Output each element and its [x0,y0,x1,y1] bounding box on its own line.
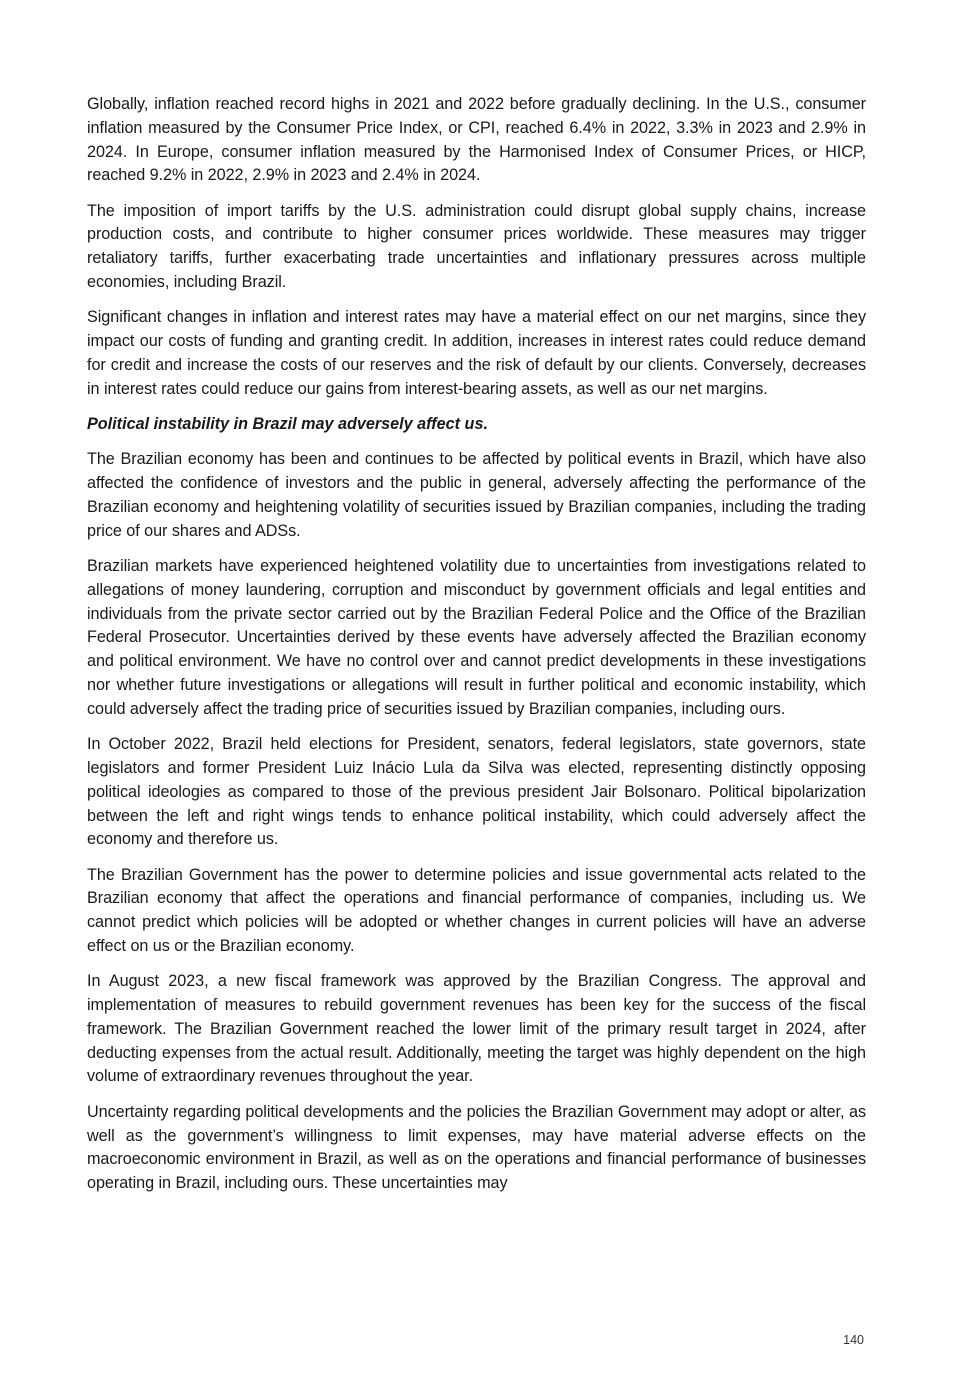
paragraph-inflation: Globally, inflation reached record highs in 2021 and 2022 before gradually declining. In the U.S., consumer inflation measured by the Consumer Price Index, or CPI, reached 6.4% in 2022, 3.3% in 2023 and 2.9% in 2024. In Europe, consumer inflation measured by the Harmonised Index of Consumer Prices, or HICP, reached 9.2% in 2022, 2.9% in 2023 and 2.4% in 2024. [87,95,866,185]
paragraph-government-power: The Brazilian Government has the power to determine policies and issue governmental acts related to the Brazilian economy that affect the operations and financial performance of companies, including us. We cannot predict which policies will be adopted or whether changes in current policies will have an adverse effect on us or the Brazilian economy. [87,865,866,955]
page-number: 140 [843,1333,864,1347]
section-heading: Political instability in Brazil may adversely affect us. [87,415,488,434]
document-body [87,93,866,1207]
paragraph-interest-rates: Significant changes in inflation and interest rates may have a material effect on our net margins, since they impact our costs of funding and granting credit. In addition, increases in interest rates could reduce demand for credit and increase the costs of our reserves and the risk of default by our clients. Conversely, decreases in interest rates could reduce our gains from interest-bearing assets, as well as our net margins. [87,308,866,398]
paragraph-fiscal-framework: In August 2023, a new fiscal framework was approved by the Brazilian Congress. The approval and implementation of measures to rebuild government revenues has been key for the success of the fiscal framework. The Brazilian Government reached the lower limit of the primary result target in 2024, after deducting expenses from the actual result. Additionally, meeting the target was highly dependent on the high volume of extraordinary revenues throughout the year. [87,972,866,1086]
paragraph-uncertainty: Uncertainty regarding political developments and the policies the Brazilian Government may adopt or alter, as well as the government’s willingness to limit expenses, may have material adverse effects on the macroeconomic environment in Brazil, as well as on the operations and financial performance of businesses operating in Brazil, including ours. These uncertainties may [87,1102,866,1193]
paragraph-tariffs: The imposition of import tariffs by the U.S. administration could disrupt global supply chains, increase production costs, and contribute to higher consumer prices worldwide. These measures may trigger retaliatory tariffs, further exacerbating trade uncertainties and inflationary pressures across multiple economies, including Brazil. [87,201,866,292]
paragraph-elections: In October 2022, Brazil held elections for President, senators, federal legislators, state governors, state legislators and former President Luiz Inácio Lula da Silva was elected, representing distinctly opposing political ideologies as compared to those of the previous president Jair Bolsonaro. Political bipolarization between the left and right wings tends to enhance political instability, which could adversely affect the economy and therefore us. [87,735,866,849]
paragraph-political-events: The Brazilian economy has been and continues to be affected by political events in Brazil, which have also affected the confidence of investors and the public in general, adversely affecting the performance of the Brazilian economy and heightening volatility of securities issued by Brazilian companies, including the trading price of our shares and ADSs. [87,450,866,540]
paragraph-market-volatility: Brazilian markets have experienced heightened volatility due to uncertainties from investigations related to allegations of money laundering, corruption and misconduct by government officials and legal entities and individuals from the private sector carried out by the Brazilian Federal Police and the Office of the Brazilian Federal Prosecutor. Uncertainties derived by these events have adversely affected the Brazilian economy and political environment. We have no control over and cannot predict developments in these investigations nor whether future investigations or allegations will result in further political and economic instability, which could adversely affect the trading price of securities issued by Brazilian companies, including ours. [87,557,866,718]
